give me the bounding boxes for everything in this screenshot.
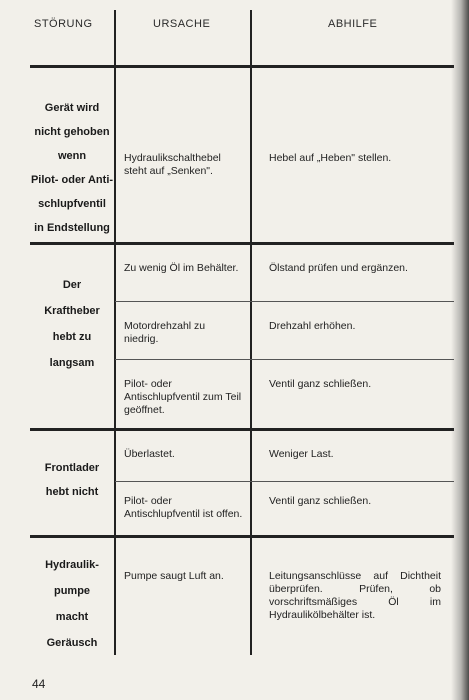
stoerung-line: Kraftheber [44, 305, 100, 317]
abhilfe-cell: Ölstand prüfen und ergänzen. [269, 262, 408, 274]
page-edge-shadow [451, 0, 469, 700]
stoerung-line: wenn [57, 150, 87, 162]
stoerung-cell [30, 552, 114, 656]
stoerung-line: pumpe [53, 585, 91, 597]
ursache-cell: Zu wenig Öl im Behälter. [124, 262, 239, 274]
ursache-cell: Überlastet. [124, 448, 175, 460]
abhilfe-cell: Leitungsanschlüsse auf Dichtheit überprüfen. Prüfen, ob vorschriftsmäßiges Öl im Hydraulikölbehälter ist. [269, 570, 441, 621]
row-rule [115, 301, 454, 302]
stoerung-line: nicht gehoben [34, 126, 110, 138]
stoerung-line: schlupfventil [38, 198, 106, 210]
section-rule [30, 242, 454, 245]
row-rule [115, 359, 454, 360]
ursache-cell: Motordrehzahl zu niedrig. [124, 320, 206, 345]
header-stoerung: STÖRUNG [34, 18, 93, 30]
header-ursache: URSACHE [153, 18, 211, 30]
column-divider-1 [114, 10, 116, 655]
stoerung-line: Der [62, 279, 82, 291]
ursache-cell: Pilot- oder Antischlupfventil zum Teil geöffnet. [124, 378, 242, 416]
abhilfe-cell: Hebel auf „Heben" stellen. [269, 152, 392, 164]
section-rule [30, 65, 454, 68]
stoerung-line: macht [55, 611, 89, 623]
stoerung-line: in Endstellung [34, 222, 110, 234]
stoerung-line: Geräusch [46, 637, 98, 649]
stoerung-cell [30, 456, 114, 504]
stoerung-line: Hydraulik- [45, 559, 99, 571]
abhilfe-cell: Ventil ganz schließen. [269, 495, 372, 507]
column-divider-2 [250, 10, 252, 655]
header-abhilfe: ABHILFE [328, 18, 378, 30]
stoerung-cell [30, 96, 114, 240]
stoerung-cell [30, 272, 114, 376]
stoerung-line: langsam [49, 357, 95, 369]
abhilfe-cell: Weniger Last. [269, 448, 334, 460]
ursache-cell: Hydraulikschalthebel steht auf „Senken". [124, 152, 221, 177]
stoerung-line: Frontlader [44, 462, 100, 474]
row-rule [115, 481, 454, 482]
ursache-cell: Pilot- oder Antischlupfventil ist offen. [124, 495, 243, 520]
ursache-cell: Pumpe saugt Luft an. [124, 570, 224, 582]
abhilfe-cell: Ventil ganz schließen. [269, 378, 372, 390]
stoerung-line: hebt nicht [45, 486, 99, 498]
stoerung-line: hebt zu [52, 331, 92, 343]
page-number: 44 [32, 677, 46, 691]
section-rule [30, 535, 454, 538]
stoerung-line: Gerät wird [44, 102, 100, 114]
section-rule [30, 428, 454, 431]
stoerung-line: Pilot- oder Anti- [30, 174, 114, 186]
abhilfe-cell: Drehzahl erhöhen. [269, 320, 356, 332]
